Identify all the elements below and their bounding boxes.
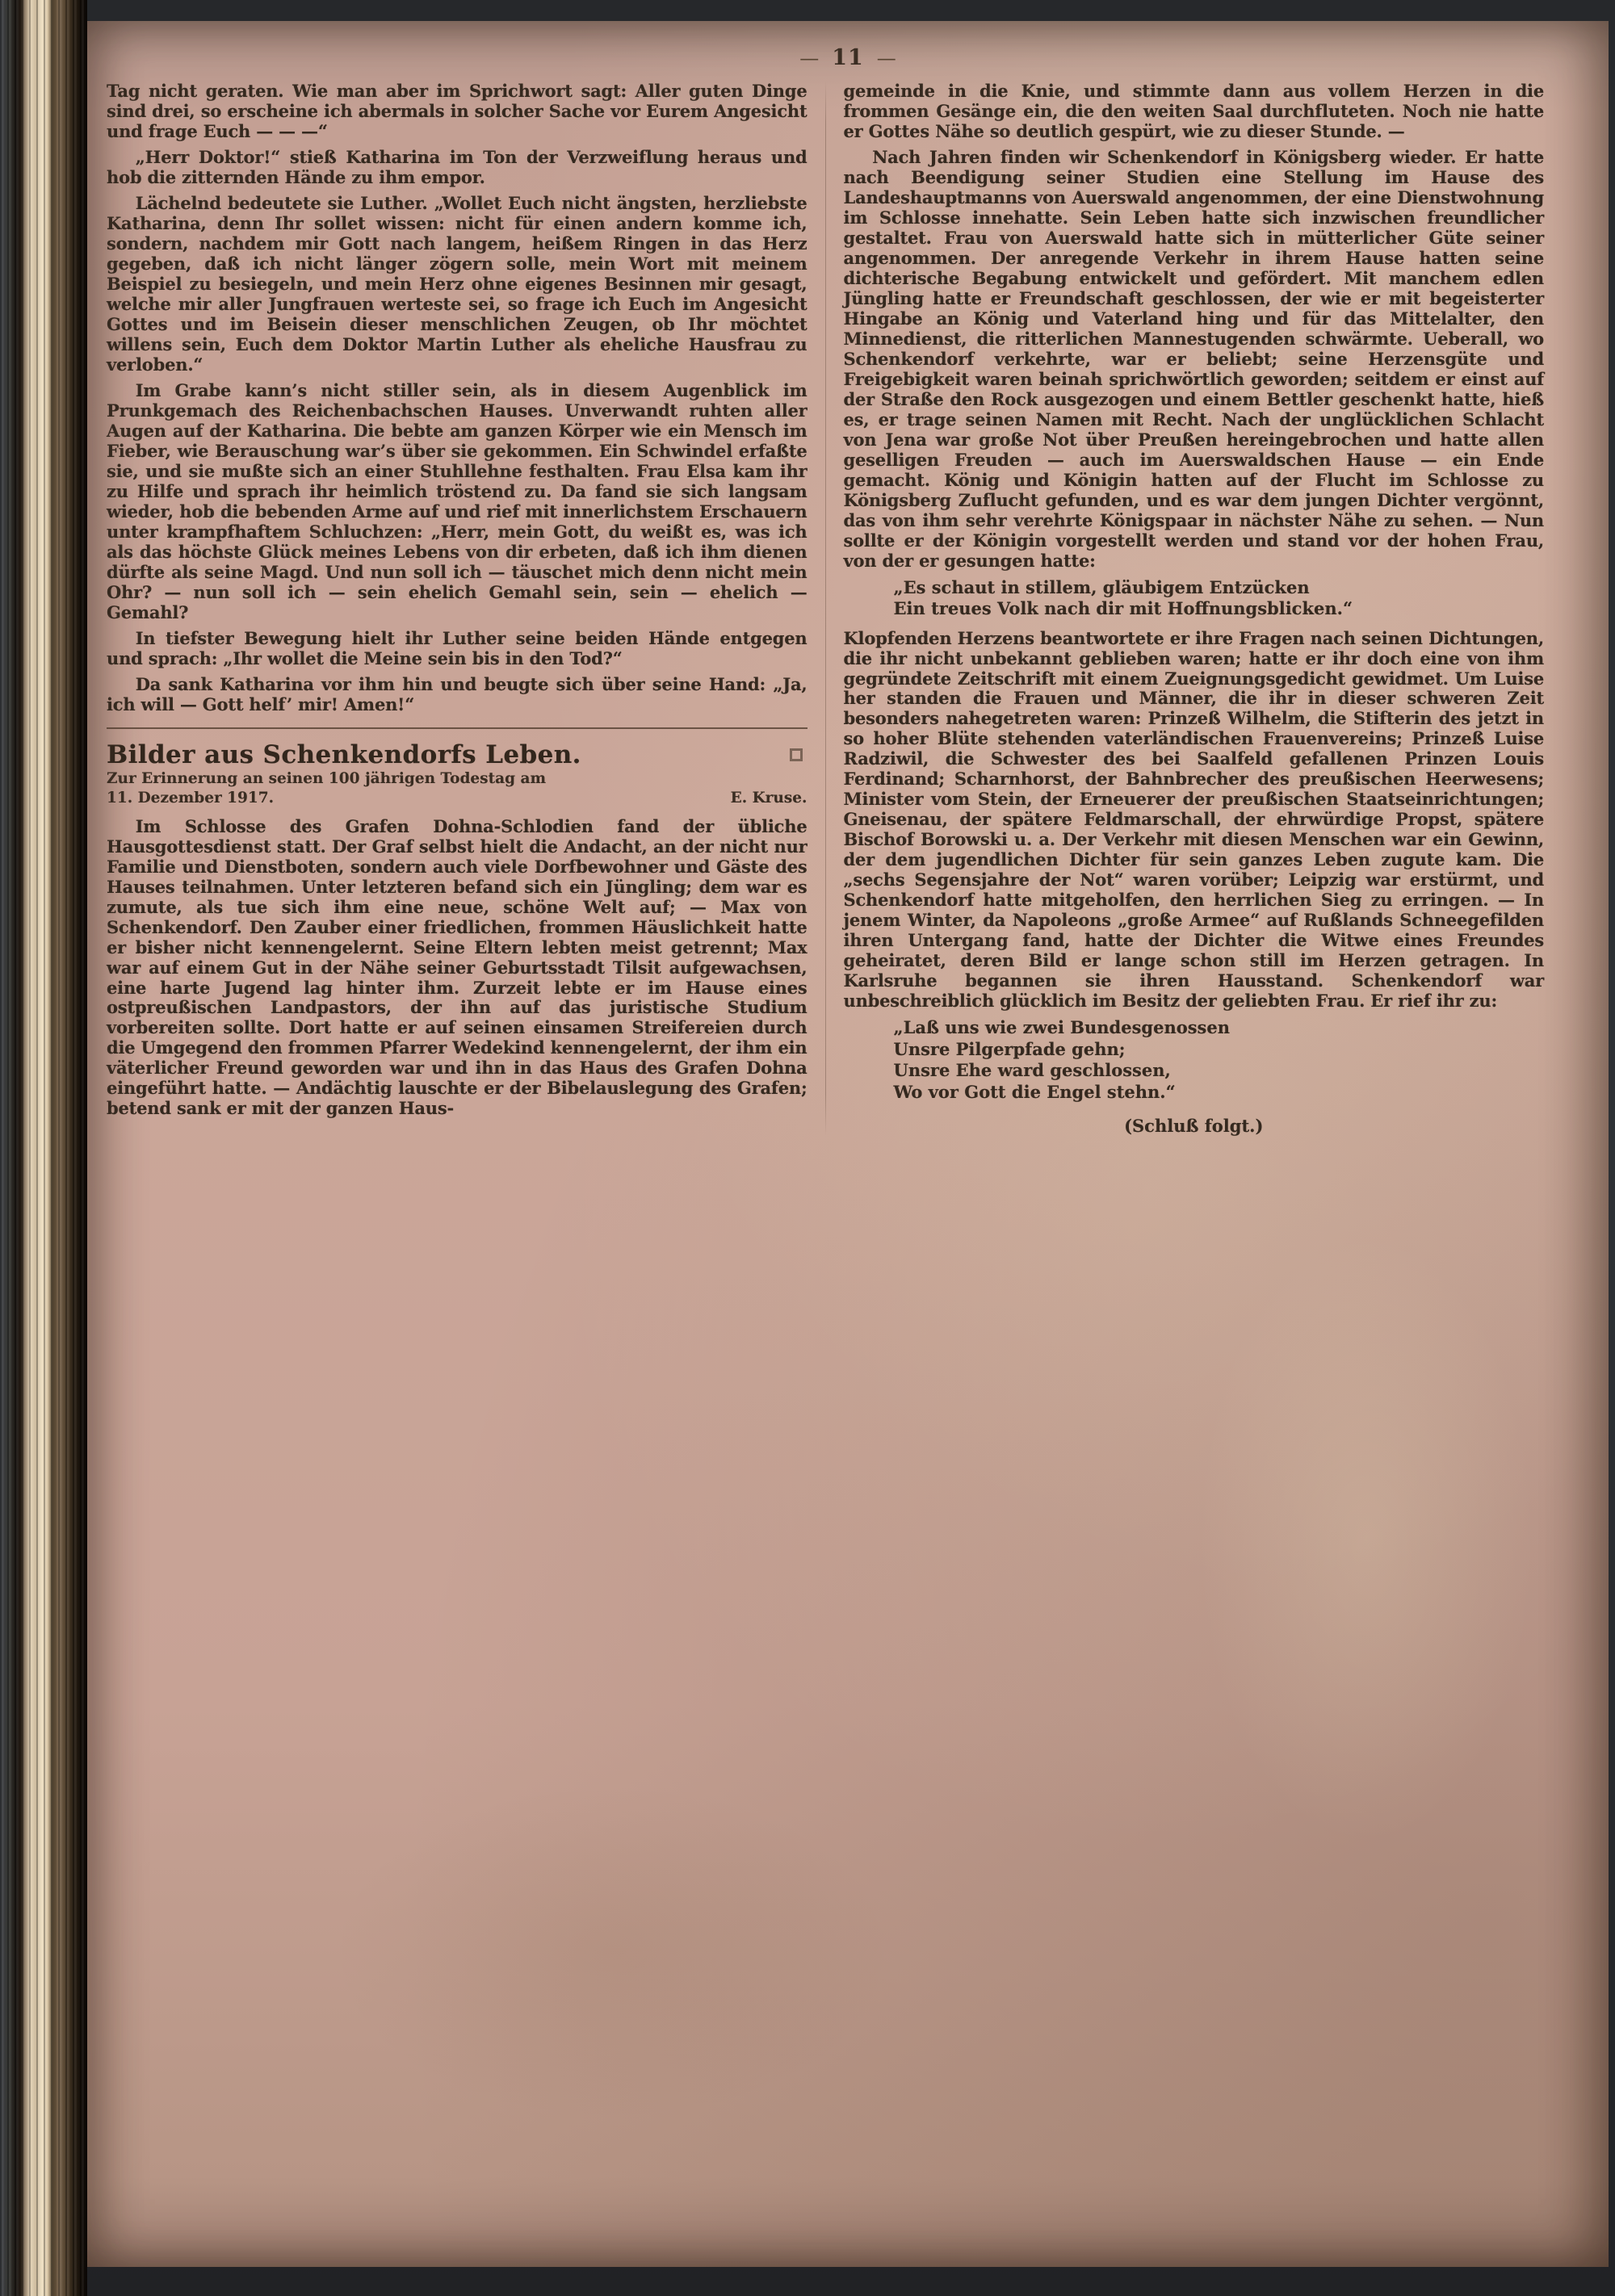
- poem-line: Ein treues Volk nach dir mit Hoffnungsblicken.“: [893, 598, 1353, 619]
- article-date: 11. Dezember 1917.: [107, 789, 275, 807]
- section-divider-rule: [107, 727, 808, 729]
- header-dash-right: —: [876, 47, 896, 69]
- paragraph-continuation: gemeinde in die Knie, und stimmte dann aus vollem Herzen in die frommen Gesänge ein, die den weiten Saal durchfluteten. Noch nie hatte er Gottes Nähe so deutlich gespürt, wie zu dieser Stunde. —: [843, 81, 1544, 141]
- article-meta-row: [107, 789, 808, 808]
- poem-line: „Es schaut in stillem, gläubigem Entzücken: [893, 576, 1310, 597]
- article-header: [107, 727, 808, 808]
- header-dash-left: —: [799, 47, 820, 69]
- closing-note: (Schluß folgt.): [1124, 1116, 1264, 1137]
- paragraph: Lächelnd bedeutete sie Luther. „Wollet Euch nicht ängsten, herzliebste Katharina, denn Ihr sollet wissen: nicht für einen andern komme ich, sondern, nachdem mir Gott nach langem, heißem Ringen in das Herz gegeben, daß ich nicht länger zögern solle, mein Wort mit meinem Beispiel zu besiegeln, und mein Herz ohne eigenes Besinnen mir gesagt, welche mir aller Jungfrauen werteste sei, so frage ich Euch im Angesicht Gottes und im Beisein dieser menschlichen Zeugen, ob Ihr möchtet willens sein, Euch dem Doktor Martin Luther als eheliche Hausfrau zu verloben.“: [107, 192, 808, 375]
- text-block: [107, 81, 1544, 1136]
- poem-line: „Laß uns wie zwei Bundesgenossen: [893, 1017, 1231, 1038]
- paper-stain: [329, 1783, 895, 2122]
- poem-line: Wo vor Gott die Engel stehn.“: [893, 1081, 1176, 1102]
- paragraph: „Herr Doktor!“ stieß Katharina im Ton der Verzweiflung heraus und hob die zitternden Hände zu ihm empor.: [107, 146, 808, 187]
- article-title: Bilder aus Schenkendorfs Leben.: [107, 739, 581, 769]
- paragraph: Nach Jahren finden wir Schenkendorf in Königsberg wieder. Er hatte nach Beendigung seiner Studien eine Stellung im Hause des Landeshauptmanns von Auerswald angenommen, der eine Dienstwohnung im Schlosse innehatte. Sein Leben hatte sich inzwischen freundlicher gestaltet. Frau von Auerswald hatte sich in mütterlicher Güte seiner angenommen. Der anregende Verkehr in ihrem Hause hatten seine dichterische Begabung entwickelt und gefördert. Mit manchem edlen Jüngling hatte er Freundschaft geschlossen, der wie er mit begeisterter Hingabe an König und Vaterland hing und für das Mittelalter, den Minnedienst, die ritterlichen Mannestugenden schwärmte. Ueberall, wo Schenkendorf verkehrte, war er beliebt; seine Herzensgüte und Freigebigkeit waren beinah sprichwörtlich geworden; seitdem er einst auf der Straße den Rock ausgezogen und einem Bettler geschenkt hatte, hieß es, er trage seinen Namen mit Recht. Nach der unglücklichen Schlacht von Jena war große Not über Preußen hereingebrochen und hatte allen geselligen Freuden — auch im Auerswaldschen Hause — ein Ende gemacht. König und Königin hatten auf der Flucht im Schlosse zu Königsberg Zuflucht gefunden, und es war dem jungen Dichter vergönnt, das von ihm sehr verehrte Königspaar in nächster Nähe zu sehen. — Nun sollte er der Königin vorgestellt werden und stand vor der hohen Frau, von der er gesungen hatte:: [843, 146, 1544, 571]
- poem-quote: [894, 1017, 1545, 1103]
- page-header: [87, 45, 1609, 70]
- paper-stain: [1197, 1232, 1536, 1846]
- article-title-row: [107, 740, 808, 769]
- page-number: 11: [832, 45, 864, 70]
- paragraph: Klopfenden Herzens beantwortete er ihre Fragen nach seinen Dichtungen, die ihr nicht unbekannt geblieben waren; hatte er ihr doch eine von ihm gegründete Zeitschrift mit einem Zueignungsgedicht gewidmet. Um Luise her standen die Frauen und Männer, die ihr in dieser schweren Zeit besonders nahegetreten waren: Prinzeß Wilhelm, die Stifterin des jetzt in so hoher Blüte stehenden vaterländischen Frauenvereins; Prinzeß Luise Radziwil, die Schwester des bei Saalfeld gefallenen Prinzen Louis Ferdinand; Scharnhorst, der Bahnbrecher des preußischen Heerwesens; Minister vom Stein, der Erneuerer der preußischen Staatseinrichtungen; Gneisenau, der spätere Feldmarschall, der ehrwürdige Propst, spätere Bischof Borowski u. a. Der Verkehr mit diesen Menschen war ein Gewinn, der dem jugendlichen Dichter für sein ganzes Leben zugute kam. Die „sechs Segensjahre der Not“ waren vorüber; Leipzig war erstürmt, und Schenkendorf hatte mitgeholfen, den herrlichen Sieg zu erringen. — In jenem Winter, da Napoleons „große Armee“ auf Rußlands Schneegefilden ihren Untergang fand, hatte der Dichter die Witwe eines Freundes geheiratet, deren Bild er lange schon still im Herzen getragen. In Karlsruhe begannen sie ihren Hausstand. Schenkendorf war unbeschreiblich glücklich im Besitz der geliebten Frau. Er rief ihr zu:: [843, 627, 1544, 1012]
- paragraph: In tiefster Bewegung hielt ihr Luther seine beiden Hände entgegen und sprach: „Ihr wollet die Meine sein bis in den Tod?“: [107, 627, 808, 668]
- paragraph-continuation: Tag nicht geraten. Wie man aber im Sprichwort sagt: Aller guten Dinge sind drei, so erscheine ich abermals in solcher Sache vor Eurem Angesicht und frage Euch — — —“: [107, 81, 808, 141]
- article-body-paragraph: Im Schlosse des Grafen Dohna-Schlodien fand der übliche Hausgottesdienst statt. Der Graf selbst hielt die Andacht, an der nicht nur Familie und Dienstboten, sondern auch viele Dorfbewohner und Gäste des Hauses teilnahmen. Unter letzteren befand sich ein Jüngling; dem war es zumute, als tue sich ihm eine neue, schöne Welt auf; — Max von Schenkendorf. Den Zauber einer friedlichen, frommen Häuslichkeit hatte er bisher nicht kennengelernt. Seine Eltern lebten meist getrennt; Max war auf einem Gut in der Nähe seiner Geburtsstadt Tilsit aufgewachsen, eine harte Jugend lag hinter ihm. Zurzeit lebte er im Hause eines ostpreußischen Landpastors, der ihn auf das juristische Studium vorbereiten sollte. Dort hatte er auf seinen einsamen Streifereien durch die Umgegend den frommen Pfarrer Wedekind kennengelernt, der ihm ein väterlicher Freund geworden war und ihn in das Haus des Grafen Dohna eingeführt hatte. — Andächtig lauschte er der Bibelauslegung des Grafen; betend sank er mit der ganzen Haus-: [107, 815, 808, 1119]
- poem-quote: [894, 577, 1545, 620]
- poem-line: Unsre Pilgerpfade gehn;: [893, 1038, 1126, 1059]
- article-author: E. Kruse.: [730, 789, 808, 807]
- book-spine-page-edges: [0, 0, 87, 2296]
- paragraph: Im Grabe kann’s nicht stiller sein, als in diesem Augenblick im Prunkgemach des Reichenbachschen Hauses. Unverwandt ruhten aller Augen auf der Katharina. Die bebte am ganzen Körper wie ein Mensch im Fieber, wie Berauschung war’s über sie gekommen. Ein Schwindel erfaßte sie, und sie mußte sich an einer Stuhllehne festhalten. Frau Elsa kam ihr zu Hilfe und sprach ihr heimlich tröstend zu. Da fand sie sich langsam wieder, hob die bebenden Arme auf und rief mit innerlichstem Erschauern unter krampfhaftem Schluchzen: „Herr, mein Gott, du weißt es, was ich als das höchste Glück meines Lebens von dir erbeten, daß ich ihm dienen dürfte als seine Magd. Und nun soll ich — täuschet mich denn nicht mein Ohr? — nun soll ich — sein ehelich Gemahl sein, sein — ehelich — Gemahl?: [107, 379, 808, 622]
- column-right: [826, 81, 1545, 1136]
- article-subtitle: Zur Erinnerung an seinen 100 jährigen Todestag am: [107, 769, 547, 787]
- square-ornament-icon: [790, 748, 803, 761]
- column-left: [107, 81, 825, 1136]
- scanned-page: [87, 21, 1609, 2267]
- paragraph: Da sank Katharina vor ihm hin und beugte sich über seine Hand: „Ja, ich will — Gott helf’ mir! Amen!“: [107, 673, 808, 714]
- poem-line: Unsre Ehe ward geschlossen,: [893, 1060, 1171, 1081]
